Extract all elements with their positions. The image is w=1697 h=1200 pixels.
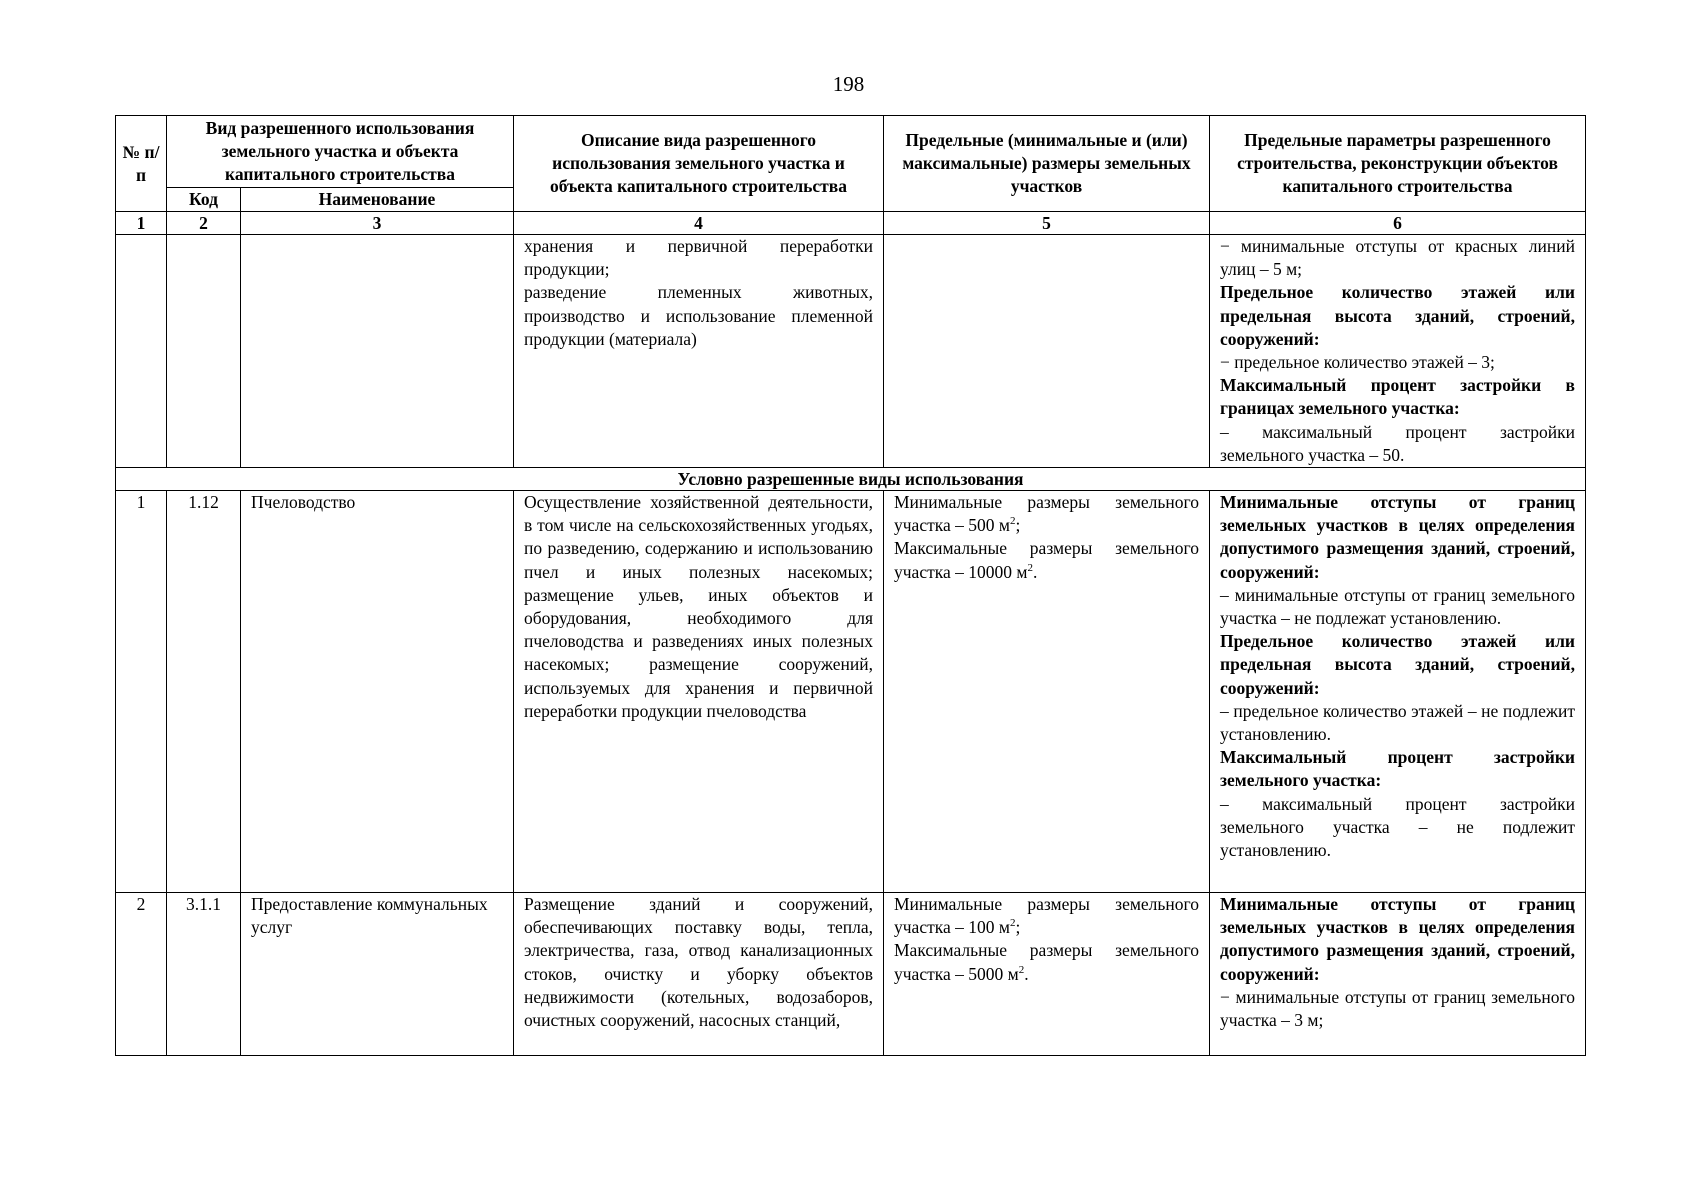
continued-num-cell — [116, 235, 167, 468]
size-max: Максимальные размеры земельного участка – 10000 $м^2$. — [894, 538, 1199, 582]
param-text: − минимальные отступы от красных линий улиц – 5 м; — [1220, 236, 1575, 280]
row-num: 2 — [116, 893, 167, 1056]
row-description: Осуществление хозяйственной деятельности, в том числе на сельскохозяйственных угодьях, по разведению, содержанию и использованию пчел и иных полезных насекомых; размещение ульев, иных объектов и оборудования, необходимого для пчеловодства и разведениях иных полезных насекомых; размещение сооружений, используемых для хранения и первичной переработки продукции пчеловодства — [514, 491, 884, 893]
header-code: Код — [167, 188, 241, 212]
size-min: Минимальные размеры земельного участка – 100 $м^2$; — [894, 894, 1199, 938]
column-number: 6 — [1210, 212, 1586, 235]
param-heading: Минимальные отступы от границ земельных участков в целях определения допустимого размещения зданий, строений, сооружений: — [1220, 492, 1575, 582]
size-min: Минимальные размеры земельного участка – 500 $м^2$; — [894, 492, 1199, 536]
continued-sizes-cell — [884, 235, 1210, 468]
size-max: Максимальные размеры земельного участка – 5000 $м^2$. — [894, 940, 1199, 984]
header-sizes: Предельные (минимальные и (или) максимальные) размеры земельных участков — [884, 116, 1210, 212]
land-use-table — [115, 115, 1586, 1056]
param-text: – максимальный процент застройки земельного участка – не подлежит установлению. — [1220, 793, 1575, 861]
continued-description-cell — [514, 235, 884, 468]
continued-row — [116, 235, 1586, 468]
param-heading: Минимальные отступы от границ земельных участков в целях определения допустимого размещения зданий, строений, сооружений: — [1220, 894, 1575, 984]
row-params — [1210, 491, 1586, 893]
column-number: 1 — [116, 212, 167, 235]
header-name: Наименование — [241, 188, 514, 212]
row-num: 1 — [116, 491, 167, 893]
description-line: разведение племенных животных, производство и использование племенной продукции (материала) — [524, 282, 873, 349]
header-description: Описание вида разрешенного использования земельного участка и объекта капитального строительства — [514, 116, 884, 212]
header-parameters: Предельные параметры разрешенного строительства, реконструкции объектов капитального строительства — [1210, 116, 1586, 212]
column-number: 4 — [514, 212, 884, 235]
table-row — [116, 491, 1586, 893]
row-code: 1.12 — [167, 491, 241, 893]
param-text: – минимальные отступы от границ земельного участка – не подлежат установлению. — [1220, 584, 1575, 629]
column-numbers-row — [116, 212, 1586, 235]
row-description: Размещение зданий и сооружений, обеспечивающих поставку воды, тепла, электричества, газа, отвод канализационных стоков, очистку и уборку объектов недвижимости (котельных, водозаборов, очистных сооружений, насосных станций, — [514, 893, 884, 1056]
section-title: Условно разрешенные виды использования — [116, 468, 1586, 491]
param-text: – максимальный процент застройки земельного участка – 50. — [1220, 421, 1575, 465]
column-number: 5 — [884, 212, 1210, 235]
header-num: № п/п — [116, 116, 167, 212]
row-code: 3.1.1 — [167, 893, 241, 1056]
param-heading: Максимальный процент застройки в границах земельного участка: — [1220, 375, 1575, 419]
param-heading: Предельное количество этажей или предельная высота зданий, строений, сооружений: — [1220, 631, 1575, 698]
param-heading: Предельное количество этажей или предельная высота зданий, строений, сооружений: — [1220, 282, 1575, 349]
section-row — [116, 468, 1586, 491]
row-name: Предоставление коммунальных услуг — [241, 893, 514, 1056]
row-sizes — [884, 893, 1210, 1056]
description-line: хранения и первичной переработки продукции; — [524, 236, 873, 280]
row-name: Пчеловодство — [241, 491, 514, 893]
param-heading: Максимальный процент застройки земельного участка: — [1220, 747, 1575, 791]
column-number: 3 — [241, 212, 514, 235]
table-row — [116, 893, 1586, 1056]
row-sizes — [884, 491, 1210, 893]
param-text: − минимальные отступы от границ земельного участка – 3 м; — [1220, 986, 1575, 1031]
page-number: 198 — [832, 72, 865, 96]
continued-code-cell — [167, 235, 241, 468]
param-text: – предельное количество этажей – не подлежит установлению. — [1220, 700, 1575, 745]
header-row — [116, 116, 1586, 188]
continued-params-cell — [1210, 235, 1586, 468]
param-text: − предельное количество этажей – 3; — [1220, 352, 1495, 373]
column-number: 2 — [167, 212, 241, 235]
header-vid-group: Вид разрешенного использования земельного участка и объекта капитального строительства — [167, 116, 514, 188]
row-params — [1210, 893, 1586, 1056]
continued-name-cell — [241, 235, 514, 468]
